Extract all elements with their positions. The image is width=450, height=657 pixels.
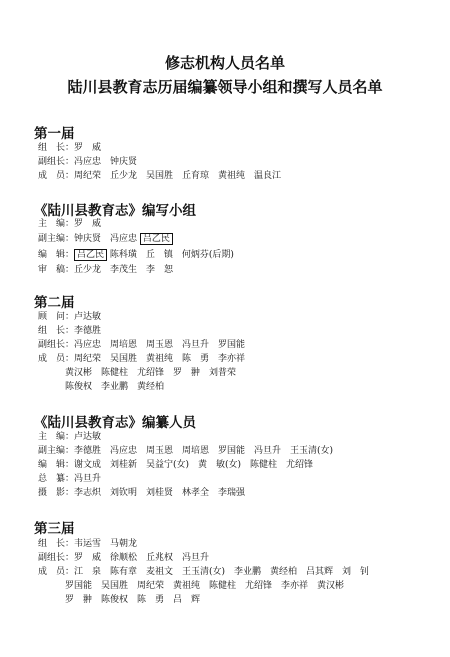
list-item: 摄 影：李志炽 刘钦明 刘桂贤 林孝全 李瑞强 [38, 488, 246, 498]
list-item [38, 250, 234, 261]
list-item: 罗国能 吴国胜 周纪荣 黄祖纯 陈健柱 尤绍锋 李亦祥 黄汉彬 [65, 581, 345, 591]
list-item: 总 纂：冯旦升 [38, 474, 102, 484]
list-item: 副组长：罗 威 徐顺松 丘兆权 冯旦升 [38, 553, 210, 563]
list-item: 主 编：罗 威 [38, 219, 102, 229]
boxed-name: 吕乙民 [140, 233, 173, 245]
list-item: 组 长：罗 威 [38, 143, 102, 153]
list-item: 副组长：冯应忠 周培恩 周玉恩 冯旦升 罗国能 [38, 340, 246, 350]
list-item: 编 辑：谢文成 刘桂新 吴益宁(女) 黄 敏(女) 陈健柱 尤绍锋 [38, 460, 314, 470]
list-item [38, 234, 173, 245]
list-item: 成 员：周纪荣 丘少龙 吴国胜 丘育琼 黄祖纯 温良江 [38, 171, 282, 181]
boxed-name: 吕乙民 [74, 249, 107, 261]
list-item: 黄汉彬 陈健柱 尤绍锋 罗 翀 刘普荣 [65, 368, 237, 378]
section-heading: 《陆川县教育志》编写小组 [34, 203, 196, 219]
section-heading: 第二届 [34, 295, 75, 311]
section-heading: 第一届 [34, 126, 75, 142]
list-item: 罗 翀 陈俊权 陈 勇 吕 辉 [65, 595, 201, 605]
list-item: 顾 问：卢达敏 [38, 312, 102, 322]
list-item: 组 长：李德胜 [38, 326, 102, 336]
list-item: 成 员：江 泉 陈有章 麦祖文 王玉清(女) 李业鹏 黄经柏 吕其辉 刘 钊 [38, 567, 370, 577]
list-item: 主 编：卢达敏 [38, 432, 102, 442]
list-item: 审 稿：丘少龙 李茂生 李 恕 [38, 265, 174, 275]
list-item: 组 长：韦运雪 马朝龙 [38, 539, 138, 549]
line-text: 陈科璜 丘 镇 何炳芬(后期) [109, 250, 234, 260]
list-item: 陈俊权 李业鹏 黄经柏 [65, 382, 165, 392]
section-heading: 《陆川县教育志》编纂人员 [34, 415, 196, 431]
section-heading: 第三届 [34, 521, 75, 537]
line-text: 编 辑： [38, 250, 75, 260]
list-item: 副组长：冯应忠 钟庆贤 [38, 157, 138, 167]
list-item: 副主编：李德胜 冯应忠 周玉恩 周培恩 罗国能 冯旦升 王玉清(女) [38, 446, 334, 456]
line-text: 副主编：钟庆贤 冯应忠 [38, 234, 138, 244]
page-title: 修志机构人员名单 [164, 54, 285, 72]
list-item: 成 员：周纪荣 吴国胜 黄祖纯 陈 勇 李亦祥 [38, 354, 246, 364]
page-subtitle: 陆川县教育志历届编纂领导小组和撰写人员名单 [67, 78, 383, 96]
